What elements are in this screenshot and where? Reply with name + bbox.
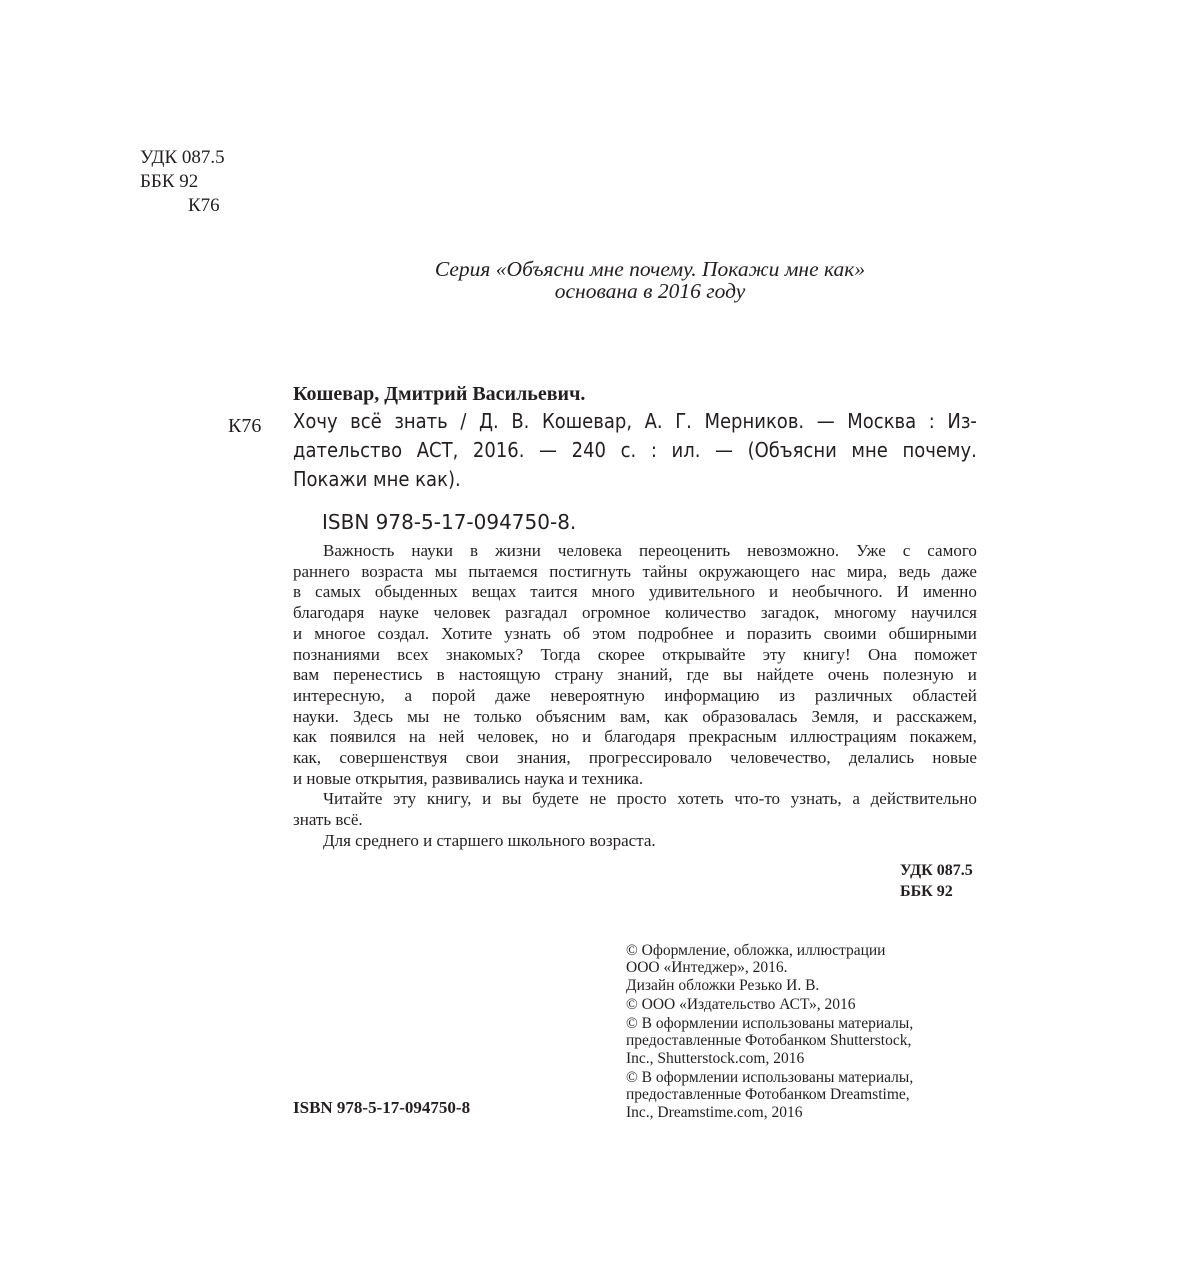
- word: как,: [293, 748, 322, 768]
- isbn-entry: ISBN 978-5-17-094750-8.: [322, 510, 577, 534]
- word: узнать,: [790, 789, 842, 809]
- abstract-line: [293, 582, 977, 603]
- word: знакомых?: [446, 644, 524, 664]
- word: постигнуть: [549, 561, 632, 581]
- word: мы: [434, 561, 457, 581]
- word: областей: [912, 685, 977, 705]
- word: что-то: [734, 789, 781, 809]
- author-mark-top: К76: [188, 195, 220, 216]
- copyright-line: ООО «Интеджер», 2016.: [626, 959, 788, 977]
- word: многое: [314, 623, 366, 643]
- bibliographic-description: [293, 407, 977, 494]
- word: страну: [554, 665, 604, 685]
- author-mark-left: К76: [228, 415, 262, 437]
- word: науки.: [293, 706, 339, 726]
- word: —: [715, 438, 734, 462]
- word: Здесь: [353, 706, 394, 726]
- word: самого: [927, 541, 977, 560]
- word: почему.: [902, 438, 977, 462]
- word: огромное: [581, 603, 651, 623]
- word: тайны: [642, 561, 688, 581]
- copyright-line: © В оформлении использованы материалы,: [626, 1015, 914, 1033]
- word: порой: [431, 685, 476, 705]
- word: и: [293, 623, 303, 643]
- word: в: [293, 582, 302, 602]
- abstract-line: [293, 665, 977, 686]
- word: —: [539, 438, 558, 462]
- word: вы: [723, 665, 743, 685]
- word: не: [443, 706, 461, 726]
- word: об: [563, 623, 581, 643]
- word: всё: [350, 409, 382, 433]
- word: мира,: [846, 561, 888, 581]
- word: не: [589, 789, 607, 809]
- word: и: [725, 623, 735, 643]
- word: Хотите: [441, 623, 493, 643]
- word: Кошевар,: [541, 409, 633, 433]
- word: как: [664, 706, 689, 726]
- word: Мерников.: [704, 409, 805, 433]
- word: Важность: [323, 541, 395, 560]
- word: и: [768, 582, 779, 602]
- word: а: [852, 789, 860, 809]
- word: различных: [814, 685, 893, 705]
- word: найдете: [756, 665, 814, 685]
- word: жизни: [495, 541, 541, 560]
- word: знаний,: [617, 665, 673, 685]
- copyright-entry: [626, 1069, 966, 1121]
- word: раннего: [293, 561, 350, 581]
- word: поможет: [914, 644, 977, 664]
- word: обыденных: [374, 582, 458, 602]
- word: открывайте: [662, 644, 746, 664]
- word: количество: [664, 603, 747, 623]
- copyright-entry: [626, 996, 966, 1013]
- word: на: [408, 727, 426, 747]
- word: мне: [851, 438, 888, 462]
- word: объясним: [535, 706, 606, 726]
- word: с: [902, 541, 911, 560]
- copyright-line: предоставленные Фотобанком Shutterstock,: [626, 1032, 912, 1050]
- abstract-line: [293, 748, 977, 769]
- abstract-line: [293, 727, 977, 748]
- copyright-entry: [626, 1015, 966, 1067]
- word: образовалась: [702, 706, 798, 726]
- bib-line: [293, 407, 977, 436]
- word: интересную,: [293, 685, 385, 705]
- word: делались: [848, 748, 915, 768]
- word: /: [460, 409, 467, 433]
- word: знать: [394, 409, 448, 433]
- word: ил.: [671, 438, 701, 462]
- word: в: [470, 541, 479, 560]
- word: мы: [407, 706, 430, 726]
- word: из: [779, 685, 796, 705]
- abstract-line: [293, 541, 977, 562]
- word: своими: [823, 623, 877, 643]
- word: вы: [501, 789, 522, 809]
- udk-code-top: УДК 087.5: [140, 147, 225, 168]
- word: информацию: [664, 685, 760, 705]
- word: ведь: [898, 561, 931, 581]
- word: только: [474, 706, 522, 726]
- word: даже: [941, 561, 977, 581]
- word: вам,: [619, 706, 651, 726]
- word: новые: [932, 748, 977, 768]
- word: человек,: [477, 727, 539, 747]
- word: переоценить: [638, 541, 731, 560]
- word: благодаря: [293, 603, 365, 623]
- word: 240: [571, 438, 606, 462]
- word: окружающего: [698, 561, 800, 581]
- word: иллюстрациям: [789, 727, 897, 747]
- copyright-line: предоставленные Фотобанком Dreamstime,: [626, 1086, 910, 1104]
- word: 2016.: [472, 438, 525, 462]
- word: загадок,: [760, 603, 820, 623]
- word: человека: [557, 541, 622, 560]
- word: в: [436, 665, 445, 685]
- word: И: [896, 582, 909, 602]
- copyright-line: Inc., Shutterstock.com, 2016: [626, 1049, 805, 1067]
- abstract-line: [293, 562, 977, 583]
- word: ней: [438, 727, 465, 747]
- copyright-entry: [626, 942, 966, 994]
- isbn-bottom: ISBN 978-5-17-094750-8: [293, 1098, 471, 1117]
- word: :: [928, 409, 935, 433]
- word: скорее: [597, 644, 645, 664]
- age-note: Для среднего и старшего школьного возраста.: [323, 830, 656, 850]
- word: благодаря: [604, 727, 676, 747]
- word: удивительного: [648, 582, 755, 602]
- word: пытаемся: [468, 561, 538, 581]
- copyright-line: © В оформлении использованы материалы,: [626, 1069, 914, 1087]
- copyright-line: © ООО «Издательство АСТ», 2016: [626, 995, 856, 1013]
- word: очень: [827, 665, 869, 685]
- copyright-block: [626, 942, 966, 1123]
- word: и новые открытия, развивались наука и техника.: [293, 768, 644, 788]
- word: но: [551, 727, 570, 747]
- word: познаниями: [293, 644, 380, 664]
- word: Тогда: [540, 644, 581, 664]
- word: —: [816, 409, 835, 433]
- word: покажем,: [909, 727, 977, 747]
- word: книгу!: [803, 644, 851, 664]
- word: дательство: [293, 438, 403, 462]
- word: А.: [644, 409, 663, 433]
- word: самых: [314, 582, 361, 602]
- abstract-line: [293, 645, 977, 666]
- word: многому: [834, 603, 897, 623]
- word: таится: [530, 582, 578, 602]
- word: (Объясни: [747, 438, 837, 462]
- word: даже: [495, 685, 531, 705]
- word: будете: [532, 789, 579, 809]
- word: совершенствуя: [339, 748, 448, 768]
- word: обширными: [888, 623, 977, 643]
- copyright-line: © Оформление, обложка, иллюстрации: [626, 942, 886, 959]
- abstract-line: [293, 624, 977, 645]
- bbk-code-bottom: ББК 92: [900, 883, 953, 900]
- word: :: [650, 438, 657, 462]
- word: много: [591, 582, 635, 602]
- word: невозможно.: [747, 541, 840, 560]
- word: и: [873, 706, 883, 726]
- word: Г.: [675, 409, 692, 433]
- word: узнать: [504, 623, 551, 643]
- word: В.: [511, 409, 530, 433]
- word: создал.: [377, 623, 430, 643]
- word: Покажи мне как).: [293, 467, 461, 491]
- word: и: [582, 727, 592, 747]
- word: а: [404, 685, 413, 705]
- word: этом: [592, 623, 626, 643]
- copyright-line: Inc., Dreamstime.com, 2016: [626, 1103, 803, 1121]
- word: полезную: [882, 665, 954, 685]
- abstract-line: [293, 686, 977, 707]
- word: где: [686, 665, 709, 685]
- abstract-line: [293, 603, 977, 624]
- reading-line: [293, 810, 977, 831]
- word: Из-: [947, 409, 977, 433]
- bbk-code-top: ББК 92: [140, 171, 199, 192]
- word: всех: [397, 644, 429, 664]
- word: настоящую: [458, 665, 541, 685]
- word: вам: [293, 665, 320, 685]
- word: эту: [393, 789, 417, 809]
- word: науке: [379, 603, 419, 623]
- word: перенестись: [333, 665, 423, 685]
- word: Уже: [856, 541, 886, 560]
- word: поразить: [746, 623, 812, 643]
- series-line-2: основана в 2016 году: [554, 279, 746, 303]
- author-heading: Кошевар, Дмитрий Васильевич.: [293, 383, 586, 405]
- word: прекрасным: [688, 727, 777, 747]
- word: нас: [811, 561, 836, 581]
- word: подробнее: [637, 623, 714, 643]
- word: Она: [868, 644, 897, 664]
- word: действительно: [870, 789, 977, 809]
- reading-line: [293, 789, 977, 810]
- word: книгу,: [426, 789, 472, 809]
- bib-line: [293, 465, 977, 494]
- word: хотеть: [677, 789, 724, 809]
- series-note: [290, 258, 1010, 302]
- word: как: [293, 727, 317, 747]
- word: научился: [911, 603, 977, 623]
- abstract-line: [293, 707, 977, 728]
- word: свои: [465, 748, 499, 768]
- word: Хочу: [293, 409, 338, 433]
- word: и: [967, 665, 977, 685]
- word: вещах: [471, 582, 517, 602]
- word: разгадал: [505, 603, 568, 623]
- word: Москва: [847, 409, 917, 433]
- bib-line: [293, 436, 977, 465]
- abstract-line: [293, 769, 977, 790]
- copyright-line: Дизайн обложки Резько И. В.: [626, 976, 820, 994]
- word: эту: [762, 644, 786, 664]
- series-line-1: Серия «Объясни мне почему. Покажи мне как»: [434, 257, 866, 281]
- word: с.: [620, 438, 637, 462]
- word: появился: [329, 727, 396, 747]
- abstract: [293, 541, 977, 852]
- word: Земля,: [811, 706, 859, 726]
- word: знать всё.: [293, 810, 363, 830]
- word: прогрессировало: [588, 748, 713, 768]
- word: человечество,: [730, 748, 831, 768]
- word: невероятную: [550, 685, 645, 705]
- word: именно: [922, 582, 977, 602]
- word: и: [482, 789, 492, 809]
- udk-code-bottom: УДК 087.5: [900, 862, 973, 879]
- word: АСТ,: [416, 438, 459, 462]
- word: Д.: [478, 409, 499, 433]
- word: человек: [433, 603, 491, 623]
- word: науки: [411, 541, 454, 560]
- word: просто: [616, 789, 667, 809]
- word: расскажем,: [896, 706, 977, 726]
- word: необычного.: [791, 582, 883, 602]
- word: знания,: [516, 748, 571, 768]
- word: возраста: [361, 561, 424, 581]
- word: Читайте: [323, 789, 383, 809]
